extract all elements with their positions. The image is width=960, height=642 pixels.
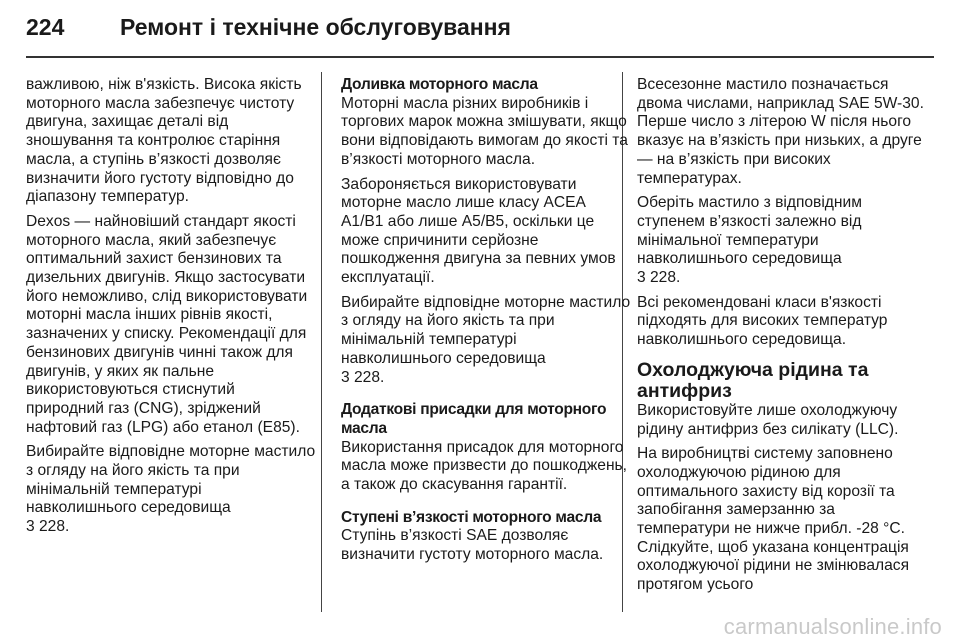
heading-topping-up: Доливка моторного масла: [341, 76, 538, 93]
page-reference: 3 228.: [341, 368, 385, 386]
paragraph-topping-up: Моторні масла різних виробників і торгових марок можна змішувати, якщо вони відповідають вимогам до якості та в’язкості моторного масла.: [341, 94, 628, 168]
paragraph-choose-oil: Вибирайте відповідне моторне мастило з огляду на його якість та при мінімальній температурі навколишнього середовища: [341, 293, 631, 367]
page-number: 224: [26, 14, 65, 40]
paragraph-all-season: Всесезонне мастило позначається двома числами, наприклад SAE 5W-30. Перше число з літерою W після нього вказує на в’язкість при низьких, а друге — на в’язкість при високих температурах.: [637, 76, 924, 187]
page-reference: 3 228.: [26, 518, 70, 536]
paragraph-viscosity-intro: важливою, ніж в'язкість. Висока якість моторного масла забезпечує чистоту двигуна, захищає деталі від зношування та контролює старіння масла, а ступінь в’язкості дозволяє визначити його густоту відповідно до діапазону температур.: [26, 76, 302, 206]
page-reference: 3 228.: [637, 269, 681, 287]
heading-coolant: Охолоджуюча рідина та антифриз: [637, 358, 869, 402]
paragraph-choose-oil: Вибирайте відповідне моторне мастило з огляду на його якість та при мінімальній температурі навколишнього середовища: [26, 443, 316, 517]
text-column-1: [26, 76, 316, 543]
page-title: Ремонт і технічне обслуговування: [120, 14, 511, 40]
page-header: [26, 14, 511, 41]
paragraph-forbidden: Забороняється використовувати моторне масло лише класу ACEA A1/B1 або лише A5/B5, оскільки це може спричинити серйозне пошкодження двигуна за певних умов експлуатації.: [341, 175, 616, 287]
text-column-2: [341, 76, 631, 571]
paragraph-coolant: Використовуйте лише охолоджуючу рідину антифриз без силікату (LLC).: [637, 401, 899, 438]
paragraph-viscosity-classes: Всі рекомендовані класи в'язкості підходять для високих температур навколишнього середовища.: [637, 293, 888, 349]
paragraph-additives: Використання присадок для моторного масла може призвести до пошкоджень, а також до скасування гарантії.: [341, 438, 628, 494]
paragraph-factory-fill: На виробництві систему заповнено охолоджуючою рідиною для оптимального захисту від корозії та запобігання замерзанню за температури не нижче прибл. -28 °C. Слідкуйте, щоб указана концентрація охолоджуючої рідини не змінювалася протягом усього: [637, 445, 910, 594]
watermark: carmanualsonline.info: [723, 614, 942, 639]
paragraph-viscosity-grades: Ступінь в’язкості SAE дозволяє визначити густоту моторного масла.: [341, 527, 604, 564]
paragraph-choose-viscosity: Оберіть мастило з відповідним ступенем в’язкості залежно від мінімальної температури навколишнього середовища: [637, 194, 862, 268]
text-column-3: [637, 76, 927, 601]
heading-additives: Додаткові присадки для моторного масла: [341, 401, 607, 437]
column-divider-1: [321, 72, 322, 612]
paragraph-dexos: Dexos — найновіший стандарт якості моторного масла, який забезпечує оптимальний захист бензинових та дизельних двигунів. Якщо застосувати його неможливо, слід використовувати моторні масла інших рівнів якості, зазначених у списку. Рекомендації для бензинових двигунів чинні також для двигунів, у яких як пальне використовуються стиснутий природний газ (CNG), зріджений нафтовий газ (LPG) або етанол (E85).: [26, 212, 308, 436]
heading-viscosity-grades: Ступені в’язкості моторного масла: [341, 508, 602, 526]
header-divider: [26, 56, 934, 58]
